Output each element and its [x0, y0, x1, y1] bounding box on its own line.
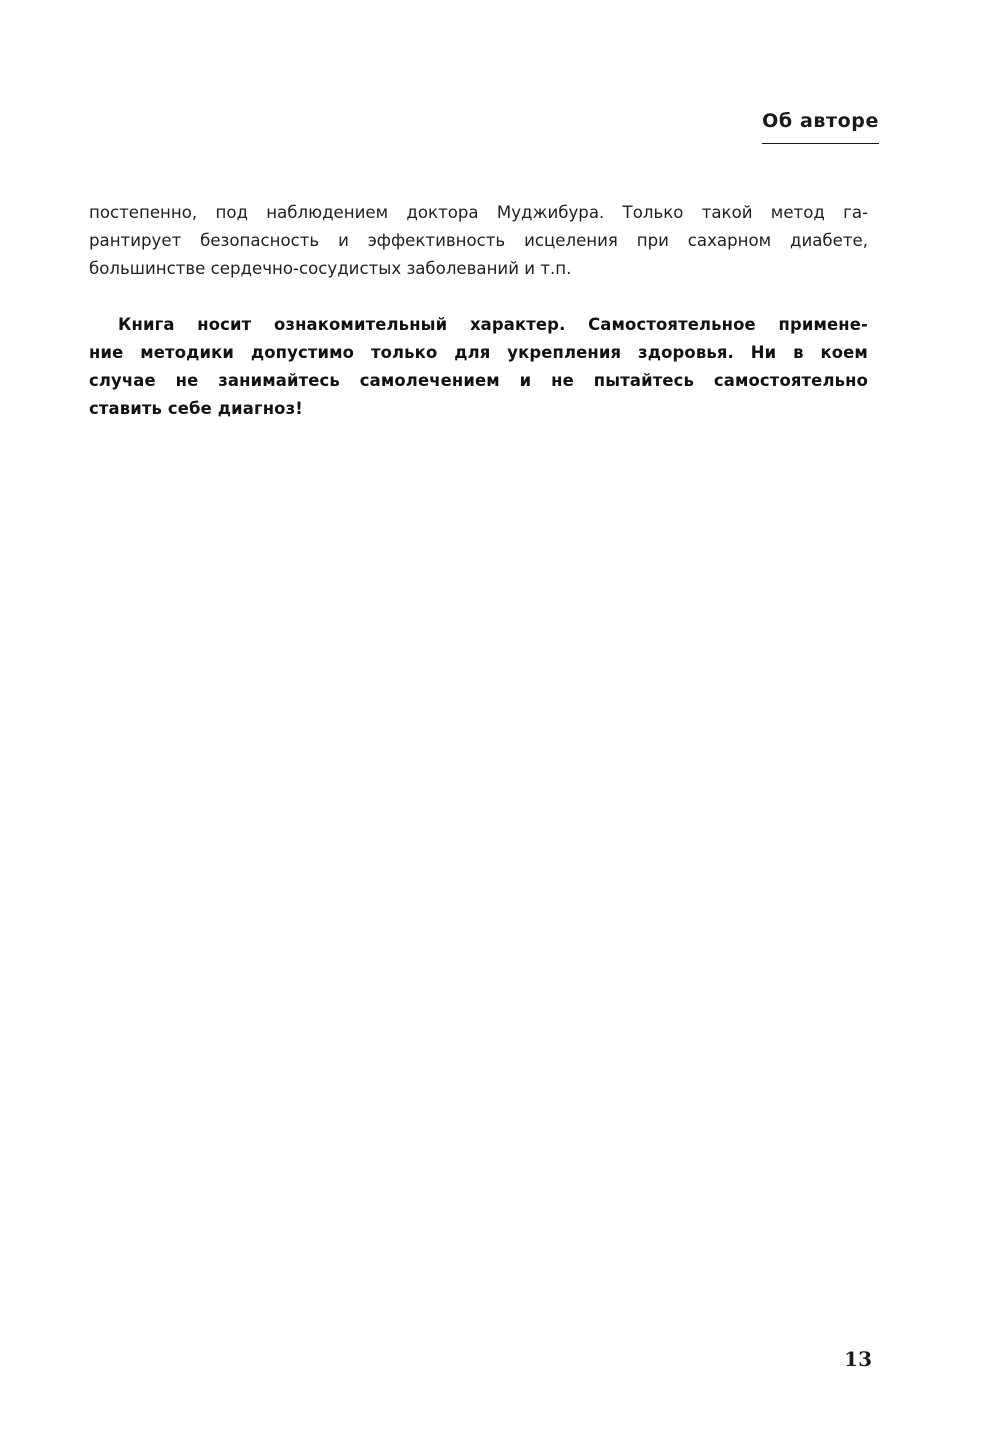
- running-head-divider: [762, 143, 879, 144]
- paragraph-line: ставить себе диагноз!: [89, 399, 303, 418]
- paragraph-line: постепенно, под наблюдением доктора Муджибура. Только такой метод га-: [89, 203, 868, 222]
- paragraph-line: ние методики допустимо только для укрепления здоровья. Ни в коем: [89, 343, 868, 362]
- paragraph-line: рантирует безопасность и эффективность исцеления при сахарном диабете,: [89, 231, 868, 250]
- page-number: 13: [844, 1347, 872, 1371]
- paragraph-line: случае не занимайтесь самолечением и не пытайтесь самостоятельно: [89, 371, 868, 390]
- body-paragraph: [89, 199, 868, 283]
- disclaimer-paragraph: [89, 311, 868, 423]
- paragraph-line: большинстве сердечно-сосудистых заболеваний и т.п.: [89, 259, 572, 278]
- running-head-title: Об авторе: [762, 110, 879, 132]
- paragraph-line: Книга носит ознакомительный характер. Самостоятельное примене-: [118, 315, 868, 334]
